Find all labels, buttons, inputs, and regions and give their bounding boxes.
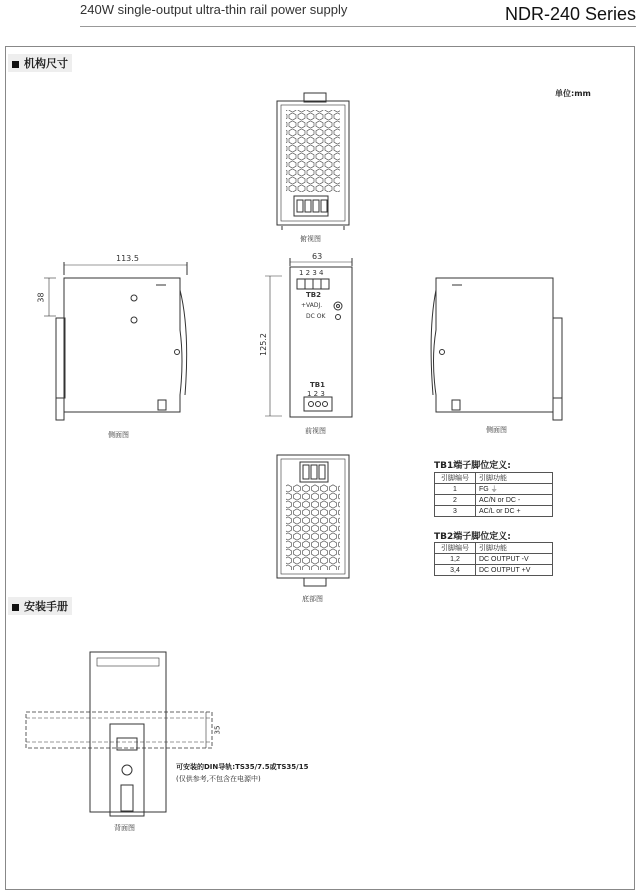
install-view <box>26 652 212 816</box>
vadj-label: +VADJ. <box>301 302 323 309</box>
table-header-cell: 引脚编号 <box>435 543 476 554</box>
section-installation-label: 安装手册 <box>24 600 68 613</box>
table-cell-function: FG ⏚ <box>476 484 553 495</box>
install-note-disclaimer: (仅供参考,不包含在电源中) <box>176 775 261 783</box>
table-row <box>435 484 553 495</box>
tb1-title: TB1端子脚位定义: <box>434 461 511 471</box>
section-mechanical-label: 机构尺寸 <box>24 57 68 70</box>
bottom-view <box>277 455 349 586</box>
table-cell-pin: 1,2 <box>435 554 476 565</box>
tb1-label: TB1 <box>310 381 325 389</box>
table-row <box>435 554 553 565</box>
table-header-cell: 引脚功能 <box>476 473 553 484</box>
dcok-label: DC OK <box>306 313 326 320</box>
tb1-table <box>434 472 553 517</box>
caption-top-view: 俯视图 <box>300 235 321 243</box>
unit-label: 单位:mm <box>555 89 591 98</box>
table-header-row <box>435 473 553 484</box>
dim-rail-height: 35 <box>213 725 222 735</box>
tb1-pin-numbers: 1 2 3 <box>307 390 325 398</box>
caption-bottom-view: 底部图 <box>302 595 323 603</box>
table-cell-pin: 3 <box>435 506 476 517</box>
table-cell-pin: 1 <box>435 484 476 495</box>
table-cell-function: DC OUTPUT +V <box>476 565 553 576</box>
table-header-row <box>435 543 553 554</box>
table-row <box>435 565 553 576</box>
left-side-view <box>44 262 187 420</box>
dim-width-front: 63 <box>312 252 323 261</box>
table-cell-function: AC/N or DC - <box>476 495 553 506</box>
install-note-rail: 可安装的DIN导轨:TS35/7.5或TS35/15 <box>176 763 309 771</box>
tb2-title: TB2端子脚位定义: <box>434 532 511 542</box>
header-series: NDR-240 Series <box>504 4 636 24</box>
caption-back-view: 背面图 <box>114 824 135 832</box>
top-view <box>277 93 349 230</box>
caption-front-view: 前视图 <box>305 427 326 435</box>
right-side-view <box>431 278 562 420</box>
dim-height-front: 125.2 <box>258 333 268 356</box>
table-row <box>435 495 553 506</box>
table-header-cell: 引脚功能 <box>476 543 553 554</box>
dim-offset-side: 38 <box>36 292 46 303</box>
tb2-pin-numbers: 1 2 3 4 <box>299 269 324 277</box>
table-cell-function: AC/L or DC + <box>476 506 553 517</box>
table-cell-pin: 3,4 <box>435 565 476 576</box>
tb2-table <box>434 542 553 576</box>
table-cell-function: DC OUTPUT -V <box>476 554 553 565</box>
caption-side-left: 侧面图 <box>108 431 129 439</box>
table-cell-pin: 2 <box>435 495 476 506</box>
caption-side-right: 侧面图 <box>486 426 507 434</box>
header-subtitle: 240W single-output ultra-thin rail power supply <box>80 2 348 17</box>
table-row <box>435 506 553 517</box>
tb2-label: TB2 <box>306 291 321 299</box>
table-header-cell: 引脚编号 <box>435 473 476 484</box>
dim-width-side: 113.5 <box>116 254 139 263</box>
